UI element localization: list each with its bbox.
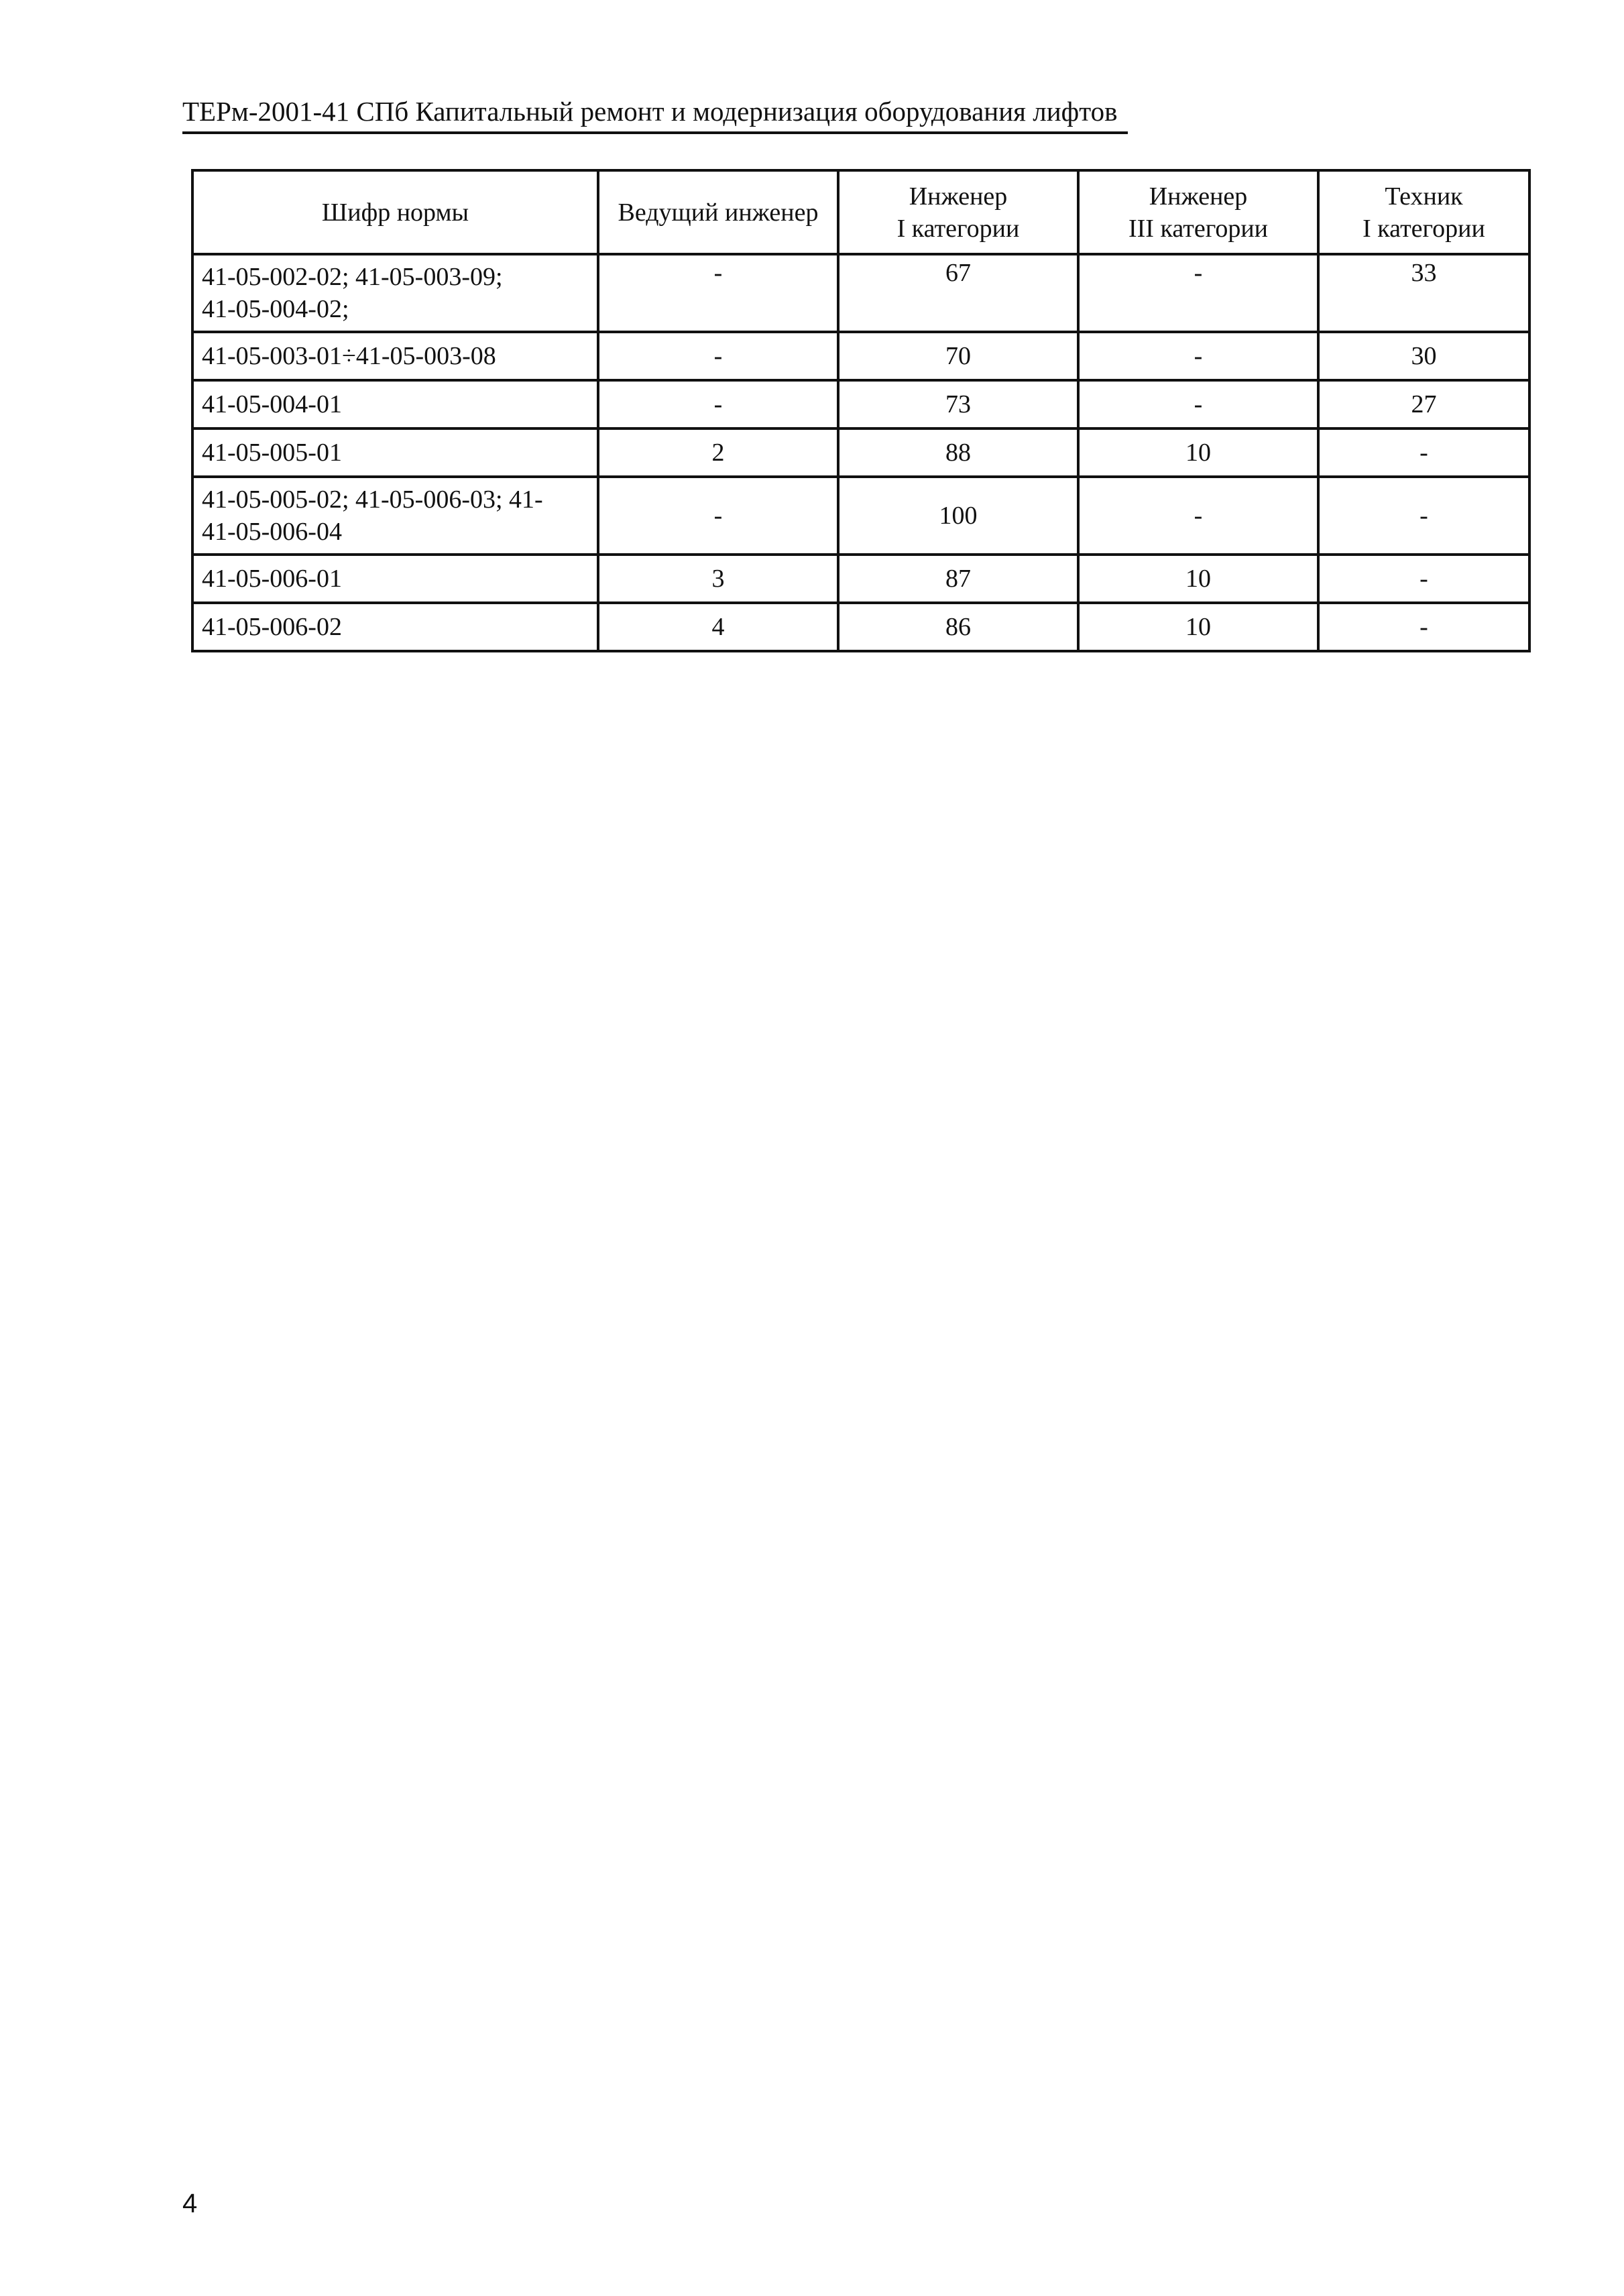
lead-engineer-cell: 2 [598, 428, 838, 477]
labor-distribution-table [191, 169, 1531, 652]
table-row [192, 477, 1529, 555]
engineer-cat-1-cell: 73 [838, 380, 1078, 428]
norm-code-cell: 41-05-006-02 [192, 603, 598, 651]
header-engineer-cat-1 [838, 170, 1078, 254]
lead-engineer-cell: 3 [598, 555, 838, 603]
technician-cat-1-cell: - [1318, 477, 1529, 555]
header-technician-cat-1-line1: Техник [1385, 182, 1463, 211]
engineer-cat-1-cell: 67 [838, 254, 1078, 332]
lead-engineer-cell: - [598, 254, 838, 332]
table-row [192, 332, 1529, 380]
engineer-cat-3-cell: - [1078, 332, 1318, 380]
lead-engineer-cell: 4 [598, 603, 838, 651]
header-engineer-cat-3 [1078, 170, 1318, 254]
technician-cat-1-cell: - [1318, 555, 1529, 603]
lead-engineer-cell: - [598, 380, 838, 428]
header-lead-engineer [598, 170, 838, 254]
engineer-cat-3-cell: - [1078, 254, 1318, 332]
technician-cat-1-cell: 30 [1318, 332, 1529, 380]
page-number: 4 [182, 2189, 198, 2218]
header-engineer-cat-3-line2: III категории [1128, 214, 1269, 243]
norm-code-cell [192, 477, 598, 555]
technician-cat-1-cell: - [1318, 428, 1529, 477]
table-row [192, 428, 1529, 477]
header-engineer-cat-1-line1: Инженер [909, 182, 1008, 211]
norm-code-cell: 41-05-005-01 [192, 428, 598, 477]
header-engineer-cat-3-line1: Инженер [1149, 182, 1248, 211]
norm-code-line: 41-05-002-02; 41-05-003-09; [202, 263, 503, 291]
norm-code-cell: 41-05-004-01 [192, 380, 598, 428]
lead-engineer-cell: - [598, 332, 838, 380]
engineer-cat-3-cell: 10 [1078, 603, 1318, 651]
engineer-cat-1-cell: 86 [838, 603, 1078, 651]
header-technician-cat-1-line2: I категории [1362, 214, 1485, 243]
header-norm-code-label: Шифр нормы [321, 198, 469, 227]
norm-code-cell: 41-05-006-01 [192, 555, 598, 603]
engineer-cat-1-cell: 100 [838, 477, 1078, 555]
engineer-cat-1-cell: 88 [838, 428, 1078, 477]
norm-code-line: 41-05-006-04 [202, 518, 342, 546]
engineer-cat-3-cell: 10 [1078, 428, 1318, 477]
header-norm-code [192, 170, 598, 254]
table-row [192, 603, 1529, 651]
lead-engineer-cell: - [598, 477, 838, 555]
norm-code-line: 41-05-005-02; 41-05-006-03; 41- [202, 485, 543, 514]
table-row [192, 254, 1529, 332]
norm-code-cell [192, 254, 598, 332]
norm-code-line: 41-05-004-02; [202, 295, 349, 323]
engineer-cat-3-cell: - [1078, 477, 1318, 555]
header-engineer-cat-1-line2: I категории [896, 214, 1020, 243]
engineer-cat-3-cell: - [1078, 380, 1318, 428]
technician-cat-1-cell: - [1318, 603, 1529, 651]
table-header-row [192, 170, 1529, 254]
engineer-cat-1-cell: 70 [838, 332, 1078, 380]
page-header-title: ТЕРм-2001-41 СПб Капитальный ремонт и модернизация оборудования лифтов [182, 96, 1118, 127]
engineer-cat-1-cell: 87 [838, 555, 1078, 603]
technician-cat-1-cell: 33 [1318, 254, 1529, 332]
header-underline [182, 131, 1128, 134]
technician-cat-1-cell: 27 [1318, 380, 1529, 428]
table-row [192, 380, 1529, 428]
header-technician-cat-1 [1318, 170, 1529, 254]
engineer-cat-3-cell: 10 [1078, 555, 1318, 603]
table-row [192, 555, 1529, 603]
header-lead-engineer-label: Ведущий инженер [618, 198, 819, 227]
norm-code-cell: 41-05-003-01÷41-05-003-08 [192, 332, 598, 380]
